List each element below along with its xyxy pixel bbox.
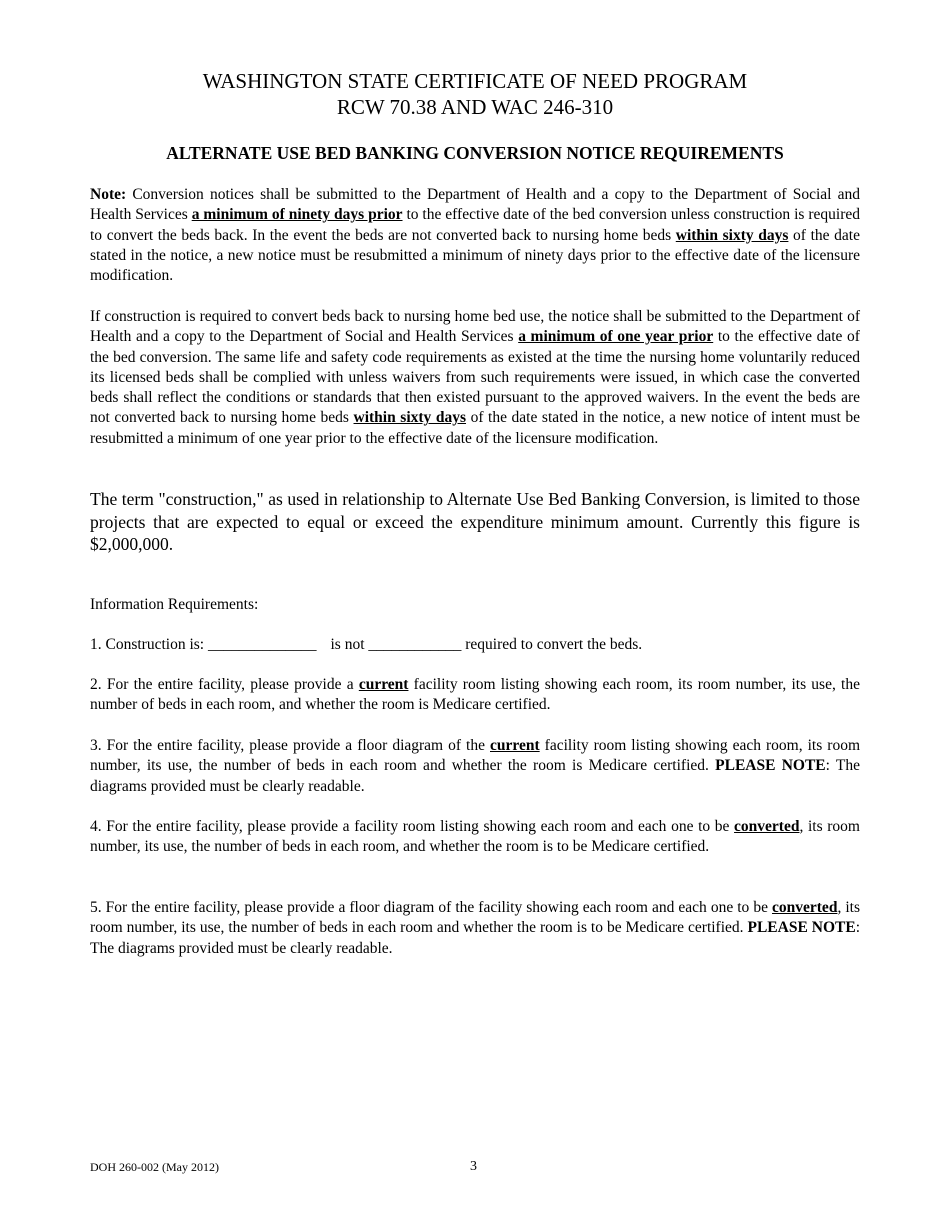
item-5 (90, 898, 860, 959)
item-4-text-1: 4. For the entire facility, please provide a facility room listing showing each room and each one to be (90, 818, 735, 835)
item-3-please-note: PLEASE NOTE (715, 757, 826, 775)
construction-text-2: to the effective date of the bed conversion. The same life and safety code requirements as existed at the time the nursing home voluntarily reduced its licensed beds shall be complied with unless waivers from such requirements were issued, in which case the converted beds shall reflect the conditions or standards that then existed pursuant to the approved waivers. In the event the beds are not converted back to nursing home beds (90, 328, 860, 427)
construction-term-paragraph: The term "construction," as used in relationship to Alternate Use Bed Banking Conversion, is limited to those projects that are expected to equal or exceed the expenditure minimum amount. Currently this figure is $2,000,000. (90, 489, 860, 554)
item-1-text-1: 1. Construction is: (90, 636, 208, 653)
item-3-emphasis-current: current (490, 737, 540, 754)
construction-is-blank[interactable]: ______________ (207, 636, 317, 653)
note-paragraph (90, 185, 860, 286)
construction-emphasis-sixty-days: within sixty days (353, 409, 467, 427)
note-text-2: to the effective date of the bed conversion unless construction is required to convert the beds back. In the event the beds are not converted back to nursing home beds (90, 206, 860, 244)
item-5-please-note: PLEASE NOTE (747, 919, 856, 937)
title-line-2: RCW 70.38 AND WAC 246-310 (336, 95, 614, 119)
item-1 (90, 635, 860, 655)
item-2-text-1: 2. For the entire facility, please provide a (90, 676, 359, 693)
construction-paragraph (90, 307, 860, 449)
item-4-text-2: , its room number, its use, the number of beds in each room, and whether the room is to be Medicare certified. (90, 818, 860, 856)
item-5-emphasis-converted: converted (772, 899, 838, 916)
item-2-text-2: facility room listing showing each room, its room number, its use, the number of beds in each room, and whether the room is Medicare certified. (90, 676, 860, 714)
item-2-emphasis-current: current (358, 676, 409, 693)
document-title (90, 68, 860, 120)
note-emphasis-sixty-days: within sixty days (675, 226, 789, 244)
note-text-3: of the date stated in the notice, a new notice must be resubmitted a minimum of ninety days prior to the effective date of the licensure modification. (90, 226, 860, 285)
note-emphasis-ninety-days: a minimum of ninety days prior (191, 206, 403, 224)
information-requirements-heading: Information Requirements: (90, 596, 259, 613)
item-3-text-2: facility room listing showing each room, its room number, its use, the number of beds in each room and whether the room is Medicare certified. (90, 737, 860, 775)
item-2 (90, 675, 860, 716)
item-3-text-3: : The diagrams provided must be clearly readable. (90, 757, 861, 795)
form-code: DOH 260-002 (May 2012) (90, 1160, 219, 1174)
item-5-text-1: 5. For the entire facility, please provide a floor diagram of the facility showing each room and each one to be (90, 899, 773, 916)
item-3-text-1: 3. For the entire facility, please provide a floor diagram of the (90, 737, 490, 754)
item-3 (90, 736, 860, 797)
construction-text-1: If construction is required to convert beds back to nursing home bed use, the notice shall be submitted to the Department of Health and a copy to the Department of Social and Health Services (90, 308, 860, 346)
construction-text-3: of the date stated in the notice, a new notice of intent must be resubmitted a minimum of one year prior to the effective date of the licensure modification. (90, 409, 860, 447)
item-5-text-3: : The diagrams provided must be clearly readable. (90, 919, 860, 957)
title-line-1: WASHINGTON STATE CERTIFICATE OF NEED PROGRAM (202, 69, 748, 93)
item-4 (90, 817, 860, 858)
document-subtitle: ALTERNATE USE BED BANKING CONVERSION NOTICE REQUIREMENTS (166, 143, 784, 163)
note-label: Note: (90, 186, 127, 203)
item-1-text-2: is not (330, 636, 369, 653)
item-1-text-3: required to convert the beds. (461, 636, 643, 653)
page-number: 3 (470, 1159, 477, 1174)
item-5-text-2: , its room number, its use, the number of beds in each room and whether the room is to be Medicare certified. (90, 899, 860, 937)
item-4-emphasis-converted: converted (734, 818, 800, 835)
construction-is-not-blank[interactable]: ____________ (368, 636, 462, 653)
construction-emphasis-one-year: a minimum of one year prior (518, 328, 714, 346)
note-text-1: Conversion notices shall be submitted to the Department of Health and a copy to the Department of Social and Health Services (90, 186, 860, 224)
